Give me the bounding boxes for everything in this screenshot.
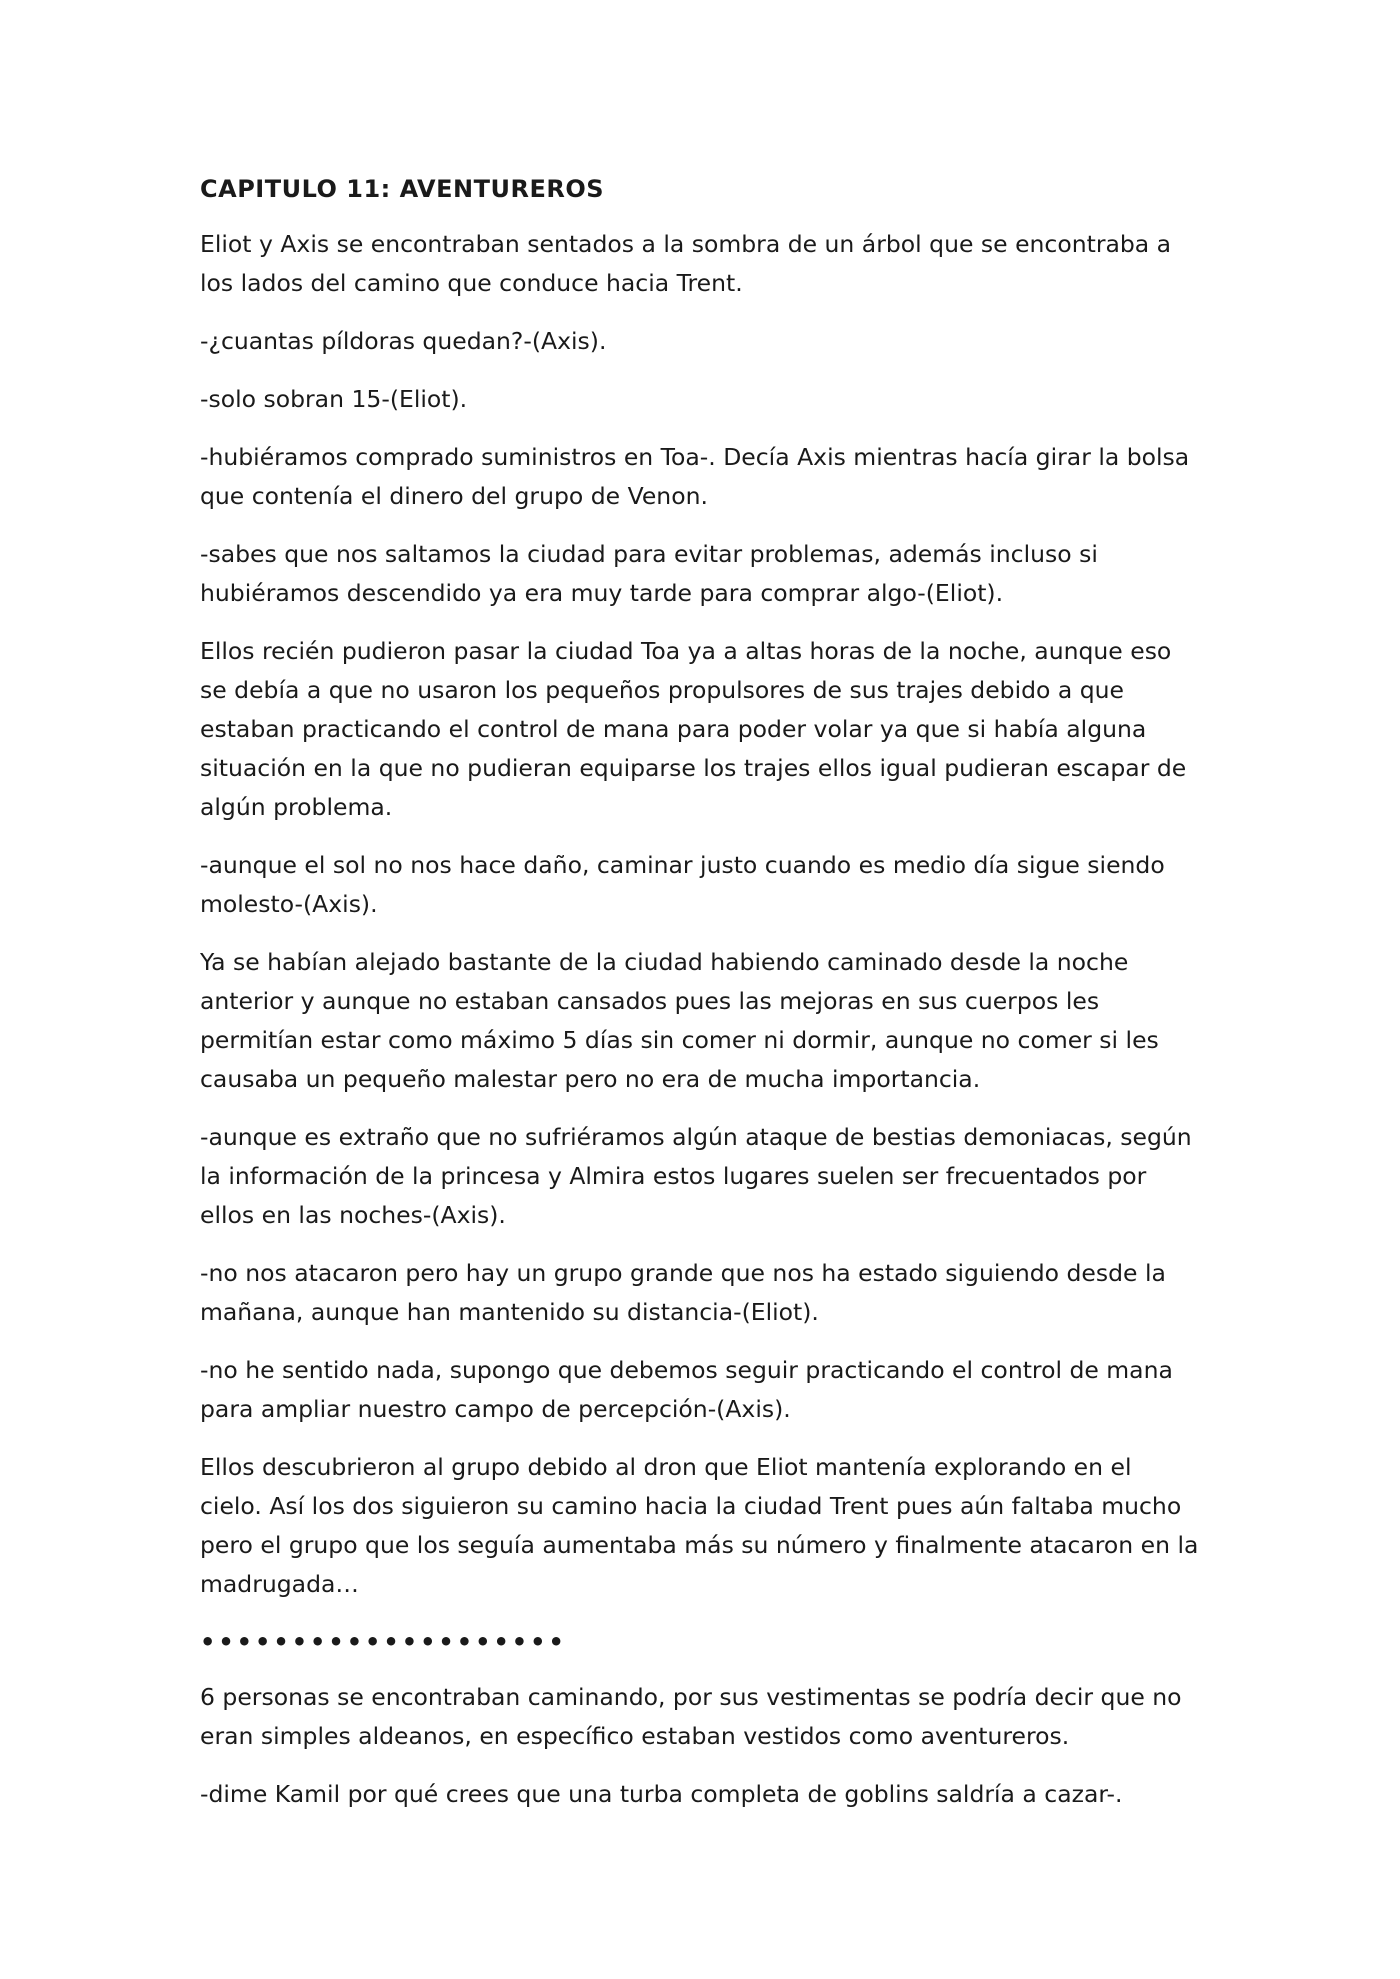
paragraph: -sabes que nos saltamos la ciudad para evitar problemas, además incluso si hubiéramos descendido ya era muy tarde para comprar algo-(Eliot). [200,540,1098,607]
paragraph: -¿cuantas píldoras quedan?-(Axis). [200,327,607,355]
paragraph: -solo sobran 15-(Eliot). [200,385,468,413]
paragraph: -aunque el sol no nos hace daño, caminar justo cuando es medio día sigue siendo molesto-(Axis). [200,851,1165,918]
paragraph: -dime Kamil por qué crees que una turba completa de goblins saldría a cazar-. [200,1780,1123,1808]
paragraph: Ellos recién pudieron pasar la ciudad Toa ya a altas horas de la noche, aunque eso se debía a que no usaron los pequeños propulsores de sus trajes debido a que estaban practicando el control de mana para poder volar ya que si había alguna situación en la que no pudieran equiparse los trajes ellos igual pudieran escapar de algún problema. [200,637,1187,821]
paragraph: -hubiéramos comprado suministros en Toa-. Decía Axis mientras hacía girar la bolsa que contenía el dinero del grupo de Venon. [200,443,1190,510]
paragraph: Ellos descubrieron al grupo debido al dron que Eliot mantenía explorando en el cielo. Así los dos siguieron su camino hacia la ciudad Trent pues aún faltaba mucho pero el grupo que los seguía aumentaba más su número y finalmente atacaron en la madrugada… [200,1453,1199,1598]
paragraph: -no he sentido nada, supongo que debemos seguir practicando el control de mana para ampliar nuestro campo de percepción-(Axis). [200,1356,1173,1423]
scene-divider: •••••••••••••••••••• [200,1628,567,1656]
paragraph: Ya se habían alejado bastante de la ciudad habiendo caminado desde la noche anterior y aunque no estaban cansados pues las mejoras en sus cuerpos les permitían estar como máximo 5 días sin comer ni dormir, aunque no comer si les causaba un pequeño malestar pero no era de mucha importancia. [200,948,1159,1093]
chapter-title: CAPITULO 11: AVENTUREROS [200,175,605,203]
document-page [200,170,1200,1833]
paragraph: -aunque es extraño que no sufriéramos algún ataque de bestias demoniacas, según la información de la princesa y Almira estos lugares suelen ser frecuentados por ellos en las noches-(Axis). [200,1123,1192,1229]
paragraph: 6 personas se encontraban caminando, por sus vestimentas se podría decir que no eran simples aldeanos, en específico estaban vestidos como aventureros. [200,1683,1182,1750]
paragraph: -no nos atacaron pero hay un grupo grande que nos ha estado siguiendo desde la mañana, aunque han mantenido su distancia-(Eliot). [200,1259,1166,1326]
paragraph: Eliot y Axis se encontraban sentados a la sombra de un árbol que se encontraba a los lados del camino que conduce hacia Trent. [200,230,1172,297]
